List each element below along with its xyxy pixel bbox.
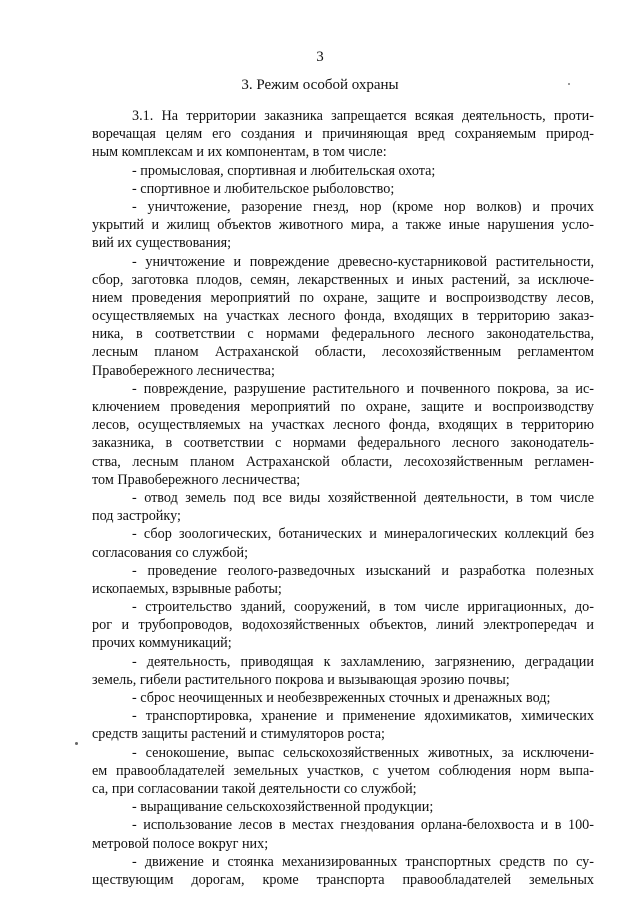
text-line: - использование лесов в местах гнездования орлана-белохвоста и в 100- [132, 817, 594, 834]
text-line: - строительство зданий, сооружений, в том числе ирригационных, до- [132, 599, 594, 616]
text-line: метровой полосе вокруг них; [92, 835, 269, 852]
text-line: - отвод земель под все виды хозяйственной деятельности, в том числе [132, 489, 594, 506]
section-heading: 3. Режим особой охраны [241, 77, 399, 93]
text-line: - сброс неочищенных и необезвреженных сточных и дренажных вод; [132, 690, 551, 706]
text-line: ископаемых, взрывные работы; [92, 580, 282, 597]
text-line: вий их существования; [92, 235, 232, 252]
text-line: заказника, в соответствии с нормами федерального лесного законодатель- [92, 435, 594, 452]
text-line: - уничтожение и повреждение древесно-кустарниковой растительности, [132, 253, 594, 270]
text-line: под застройку; [92, 508, 181, 525]
text-line: - повреждение, разрушение растительного и почвенного покрова, за ис- [132, 380, 594, 397]
text-line: Правобережного лесничества; [92, 362, 275, 379]
scan-speck [568, 83, 570, 85]
text-line: - проведение геолого-разведочных изысканий и разработка полезных [132, 562, 594, 579]
body-text [92, 107, 594, 889]
text-line: лесным планом Астраханской области, лесохозяйственным регламентом [92, 344, 594, 361]
text-line: 3.1. На территории заказника запрещается всякая деятельность, проти- [132, 108, 594, 124]
text-line: са, при согласовании такой деятельности со службой; [92, 780, 417, 797]
text-line: ника, в соответствии с нормами федерального лесного законодательства, [92, 326, 594, 343]
scan-speck [75, 742, 78, 745]
text-line: рог и трубопроводов, водохозяйственных объектов, линий электропередач и [92, 617, 594, 634]
text-line: воречащая целям его создания и причиняющая вред сохраняемым природ- [92, 126, 594, 143]
text-line: ключением проведения мероприятий по охране, защите и воспроизводству [92, 399, 594, 415]
text-line: лесов, осуществляемых на участках лесного фонда, входящих в территорию [92, 417, 594, 434]
text-line: - движение и стоянка механизированных транспортных средств по су- [132, 853, 594, 870]
text-line: земель, гибели растительного покрова и вызывающая эрозию почвы; [92, 671, 510, 688]
text-line: - уничтожение, разорение гнезд, нор (кроме нор волков) и прочих [132, 198, 594, 215]
page-number: 3 [316, 49, 324, 65]
text-line: ства, лесным планом Астраханской области, лесохозяйственным регламен- [92, 453, 594, 470]
text-line: ным комплексам и их компонентам, в том числе: [92, 144, 387, 161]
text-line: ем правообладателей земельных участков, с учетом соблюдения норм выпа- [92, 762, 594, 779]
text-line: - спортивное и любительское рыболовство; [132, 180, 395, 197]
text-line: ществующим дорогам, кроме транспорта правообладателей земельных [92, 871, 594, 888]
text-line: прочих коммуникаций; [92, 635, 232, 652]
text-line: - сенокошение, выпас сельскохозяйственных животных, за исключени- [132, 744, 594, 761]
text-line: укрытий и жилищ объектов животного мира, а также иные нарушения усло- [92, 217, 594, 234]
text-line: - транспортировка, хранение и применение ядохимикатов, химических [132, 708, 594, 725]
text-line: - промысловая, спортивная и любительская охота; [132, 162, 436, 179]
text-line: согласования со службой; [92, 544, 249, 561]
text-line: - выращивание сельскохозяйственной продукции; [132, 799, 434, 816]
text-line: осуществляемых на участках лесного фонда, входящих в территорию заказ- [92, 308, 594, 325]
text-line: средств защиты растений и стимуляторов роста; [92, 726, 385, 743]
text-line: - сбор зоологических, ботанических и минералогических коллекций без [132, 526, 594, 543]
text-line: нием проведения мероприятий по охране, защите и воспроизводству лесов, [92, 289, 594, 306]
text-line: том Правобережного лесничества; [92, 471, 301, 488]
text-line: сбор, заготовка плодов, семян, лекарственных и иных растений, за исключе- [92, 271, 594, 288]
text-line: - деятельность, приводящая к захламлению, загрязнению, деградации [132, 653, 594, 670]
